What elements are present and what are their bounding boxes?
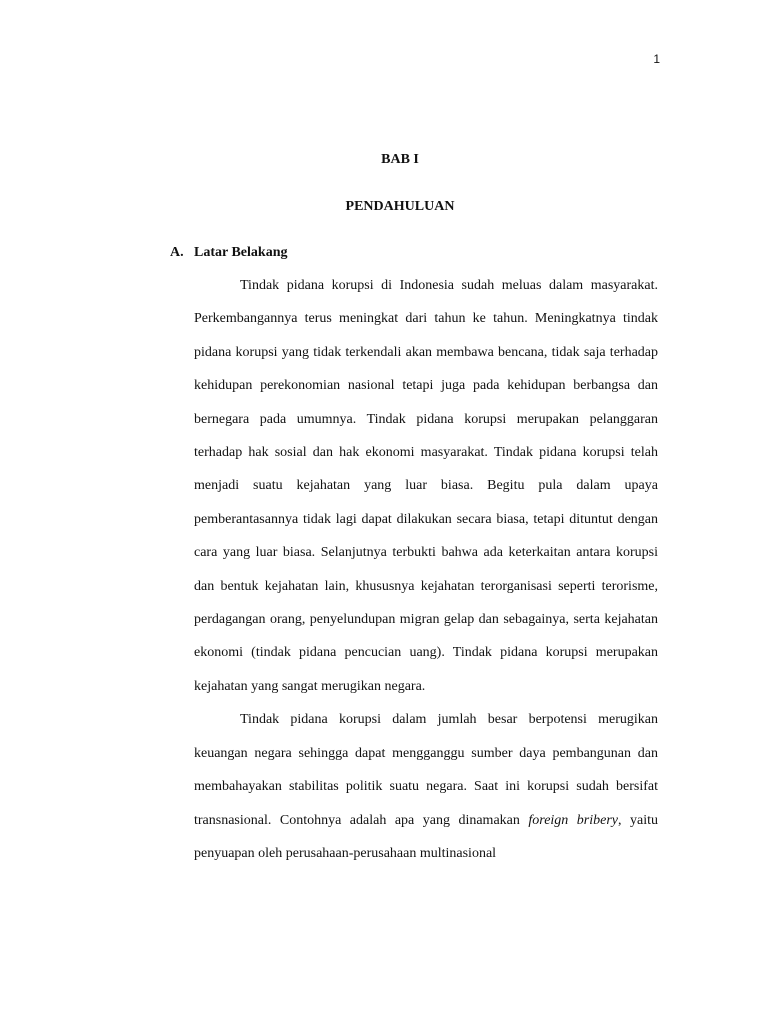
paragraph-1: Tindak pidana korupsi di Indonesia sudah meluas dalam masyarakat. Perkembangannya terus meningkat dari tahun ke tahun. Meningkatnya tindak pidana korupsi yang tidak terkendali akan membawa bencana, tidak saja terhadap kehidupan perekonomian nasional tetapi juga pada kehidupan berbangsa dan bernegara pada umumnya. Tindak pidana korupsi merupakan pelanggaran terhadap hak sosial dan hak ekonomi masyarakat. Tindak pidana korupsi telah menjadi suatu kejahatan yang luar biasa. Begitu pula dalam upaya pemberantasannya tidak lagi dapat dilakukan secara biasa, tetapi dituntut dengan cara yang luar biasa. Selanjutnya terbukti bahwa ada keterkaitan antara korupsi dan bentuk kejahatan lain, khususnya kejahatan terorganisasi seperti terorisme, perdagangan orang, penyelundupan migran gelap dan sebagainya, serta kejahatan ekonomi (tindak pidana pencucian uang). Tindak pidana korupsi merupakan kejahatan yang sangat merugikan negara.: [194, 278, 658, 694]
paragraph-2: [194, 703, 658, 870]
section-marker: A.: [170, 245, 184, 260]
paragraph-2-text-before: Tindak pidana korupsi dalam jumlah besar berpotensi merugikan keuangan negara sehingga dapat mengganggu sumber daya pembangunan dan membahayakan stabilitas politik suatu negara. Saat ini korupsi sudah bersifat transnasional. Contohnya adalah apa yang dinamakan: [194, 712, 658, 828]
page-number: 1: [653, 52, 660, 66]
paragraph-2-text-after: , yaitu penyuapan oleh perusahaan-perusahaan multinasional: [194, 812, 659, 861]
chapter-title: PENDAHULUAN: [345, 199, 455, 214]
section-title: Latar Belakang: [194, 245, 288, 260]
chapter-label: BAB I: [381, 152, 419, 167]
italic-term-foreign-bribery: foreign bribery: [528, 812, 619, 828]
section-heading: [170, 243, 287, 263]
body-text: [194, 269, 658, 870]
